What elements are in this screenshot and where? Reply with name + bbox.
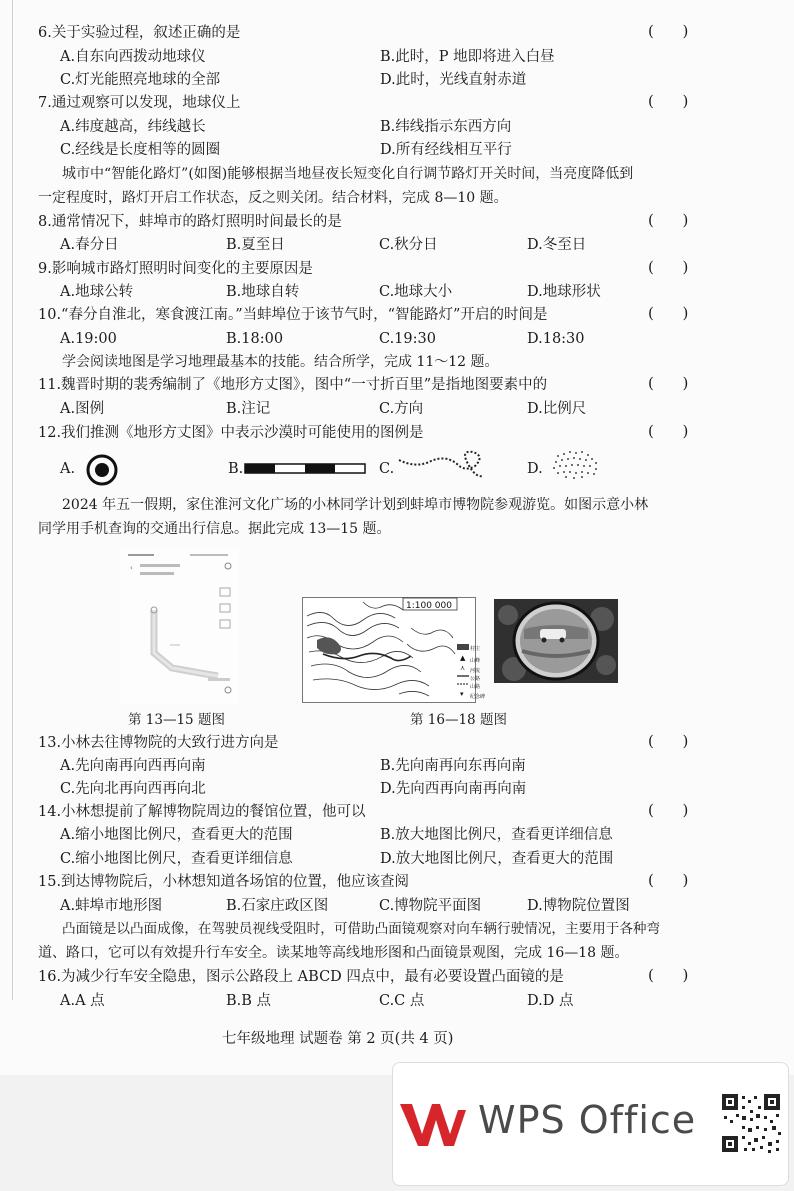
q13-option-c: C.先向北再向西再向北 [60, 781, 206, 797]
q16-option-b: B.B 点 [226, 993, 272, 1009]
material-16-18-line2: 道、路口，它可以有效提升行车安全。读某地等高线地形图和凸面镜景观图，完成 16—18 题。 [38, 945, 629, 961]
q12-option-c: C. [379, 461, 395, 477]
material-13-15-line2: 同学用手机查询的交通出行信息。据此完成 13—15 题。 [38, 521, 391, 537]
q9-stem: 9.影响城市路灯照明时间变化的主要原因是 [38, 261, 313, 277]
q12-stem: 12.我们推测《地形方丈图》中表示沙漠时可能使用的图例是 [38, 425, 424, 441]
q8-option-c: C.秋分日 [379, 237, 438, 253]
svg-text:▾: ▾ [460, 690, 464, 698]
q10-option-a: A.19:00 [60, 331, 117, 347]
answer-bracket: ( ) [648, 871, 689, 889]
fig13-caption: 第 13—15 题图 [128, 712, 225, 728]
qr-code-icon [720, 1092, 782, 1154]
q13-option-b: B.先向南再向东再向南 [380, 758, 526, 774]
q9-option-a: A.地球公转 [60, 284, 134, 300]
q15-option-b: B.石家庄政区图 [226, 898, 329, 914]
answer-bracket: ( ) [648, 374, 689, 392]
q8-option-d: D.冬至日 [527, 237, 587, 253]
wps-logo-icon [398, 1100, 468, 1148]
q8-option-a: A.春分日 [60, 237, 119, 253]
q10-option-d: D.18:30 [527, 331, 585, 347]
q11-option-b: B.注记 [226, 401, 271, 417]
q12-option-a: A. [60, 461, 76, 477]
q7-option-b: B.纬线指示东西方向 [380, 119, 512, 135]
q10-stem: 10.“春分自淮北，寒食渡江南。”当蚌埠位于该节气时，“智能路灯”开启的时间是 [38, 307, 548, 323]
answer-bracket: ( ) [648, 22, 689, 40]
q10-option-b: B.18:00 [226, 331, 284, 347]
q16-option-d: D.D 点 [527, 993, 574, 1009]
q15-option-c: C.博物院平面图 [379, 898, 482, 914]
q14-option-a: A.缩小地图比例尺，查看更大的范围 [60, 827, 293, 843]
material-11-12: 学会阅读地图是学习地理最基本的技能。结合所学，完成 11～12 题。 [62, 354, 499, 370]
q7-option-a: A.纬度越高，纬线越长 [60, 119, 206, 135]
q11-option-a: A.图例 [60, 401, 105, 417]
q12-option-b: B. [228, 461, 244, 477]
answer-bracket: ( ) [648, 258, 689, 276]
q16-option-c: C.C 点 [379, 993, 425, 1009]
legend-dotted-path-symbol [395, 448, 487, 482]
map-legend-label: 河流 [470, 668, 481, 674]
q6-option-c: C.灯光能照亮地球的全部 [60, 72, 221, 88]
q7-option-c: C.经线是长度相等的圆圈 [60, 142, 221, 158]
q14-option-b: B.放大地图比例尺，查看更详细信息 [380, 827, 613, 843]
material-16-18-line1: 凸面镜是以凸面成像，在驾驶员视线受阻时，可借助凸面镜观察对向车辆行驶情况，主要用于各种弯 [62, 921, 661, 937]
page-footer: 七年级地理 试题卷 第 2 页(共 4 页) [222, 1031, 454, 1047]
answer-bracket: ( ) [648, 801, 689, 819]
q9-option-d: D.地球形状 [527, 284, 601, 300]
answer-bracket: ( ) [648, 304, 689, 322]
q15-option-a: A.蚌埠市地形图 [60, 898, 163, 914]
fig16-caption: 第 16—18 题图 [410, 712, 507, 728]
material-13-15-line1: 2024 年五一假期，家住淮河文化广场的小林同学计划到蚌埠市博物院参观游览。如图示意小林 [62, 497, 649, 513]
answer-bracket: ( ) [648, 422, 689, 440]
svg-text:⋏: ⋏ [460, 664, 466, 672]
map-legend-label: 村庄 [470, 646, 481, 652]
map-scale-label: 1:100 000 [406, 601, 452, 611]
q7-option-d: D.所有经线相互平行 [380, 142, 512, 158]
map-legend-label: 纪念碑 [470, 694, 486, 700]
q11-option-c: C.方向 [379, 401, 424, 417]
page-edge [12, 0, 13, 1000]
q6-option-b: B.此时，P 地即将进入白昼 [380, 49, 555, 65]
svg-text:‹: ‹ [130, 564, 133, 572]
q9-option-b: B.地球自转 [226, 284, 300, 300]
map-legend-label: 山路 [470, 684, 481, 690]
q11-option-d: D.比例尺 [527, 401, 587, 417]
q6-stem: 6.关于实验过程，叙述正确的是 [38, 25, 241, 41]
q13-option-d: D.先向西再向南再向南 [380, 781, 527, 797]
q8-option-b: B.夏至日 [226, 237, 285, 253]
q8-stem: 8.通常情况下，蚌埠市的路灯照明时间最长的是 [38, 214, 342, 230]
q14-option-d: D.放大地图比例尺，查看更大的范围 [380, 851, 614, 867]
q14-stem: 14.小林想提前了解博物院周边的餐馆位置，他可以 [38, 804, 366, 820]
answer-bracket: ( ) [648, 966, 689, 984]
legend-target-symbol [84, 452, 120, 488]
q16-option-a: A.A 点 [60, 993, 105, 1009]
q13-stem: 13.小林去往博物院的大致行进方向是 [38, 735, 279, 751]
legend-railway-symbol [244, 462, 366, 476]
material-8-10-line1: 城市中“智能化路灯”(如图)能够根据当地昼夜长短变化自行调节路灯开关时间，当亮度降低到 [62, 166, 634, 182]
q15-option-d: D.博物院位置图 [527, 898, 630, 914]
wps-brand-text: WPS Office [478, 1098, 697, 1142]
material-8-10-line2: 一定程度时，路灯开启工作状态，反之则关闭。结合材料，完成 8—10 题。 [38, 190, 508, 206]
map-legend-label: 公路 [470, 676, 481, 682]
contour-topographic-map [302, 597, 486, 703]
q6-option-d: D.此时，光线直射赤道 [380, 72, 527, 88]
convex-mirror-photo [494, 599, 618, 683]
legend-sand-dots-symbol [548, 446, 604, 482]
phone-navigation-map [120, 548, 238, 704]
map-legend-label: 山峰 [470, 658, 481, 664]
q10-option-c: C.19:30 [379, 331, 436, 347]
answer-bracket: ( ) [648, 732, 689, 750]
answer-bracket: ( ) [648, 92, 689, 110]
q15-stem: 15.到达博物院后，小林想知道各场馆的位置，他应该查阅 [38, 874, 410, 890]
q13-option-a: A.先向南再向西再向南 [60, 758, 206, 774]
svg-text:▲: ▲ [460, 654, 466, 662]
q6-option-a: A.自东向西拨动地球仪 [60, 49, 206, 65]
q7-stem: 7.通过观察可以发现，地球仪上 [38, 95, 241, 111]
q11-stem: 11.魏晋时期的裴秀编制了《地形方丈图》，图中“一寸折百里”是指地图要素中的 [38, 377, 548, 393]
q9-option-c: C.地球大小 [379, 284, 453, 300]
answer-bracket: ( ) [648, 211, 689, 229]
q16-stem: 16.为减少行车安全隐患，图示公路段上 ABCD 四点中，最有必要设置凸面镜的是 [38, 969, 564, 985]
q12-option-d: D. [527, 461, 543, 477]
q14-option-c: C.缩小地图比例尺，查看更详细信息 [60, 851, 293, 867]
